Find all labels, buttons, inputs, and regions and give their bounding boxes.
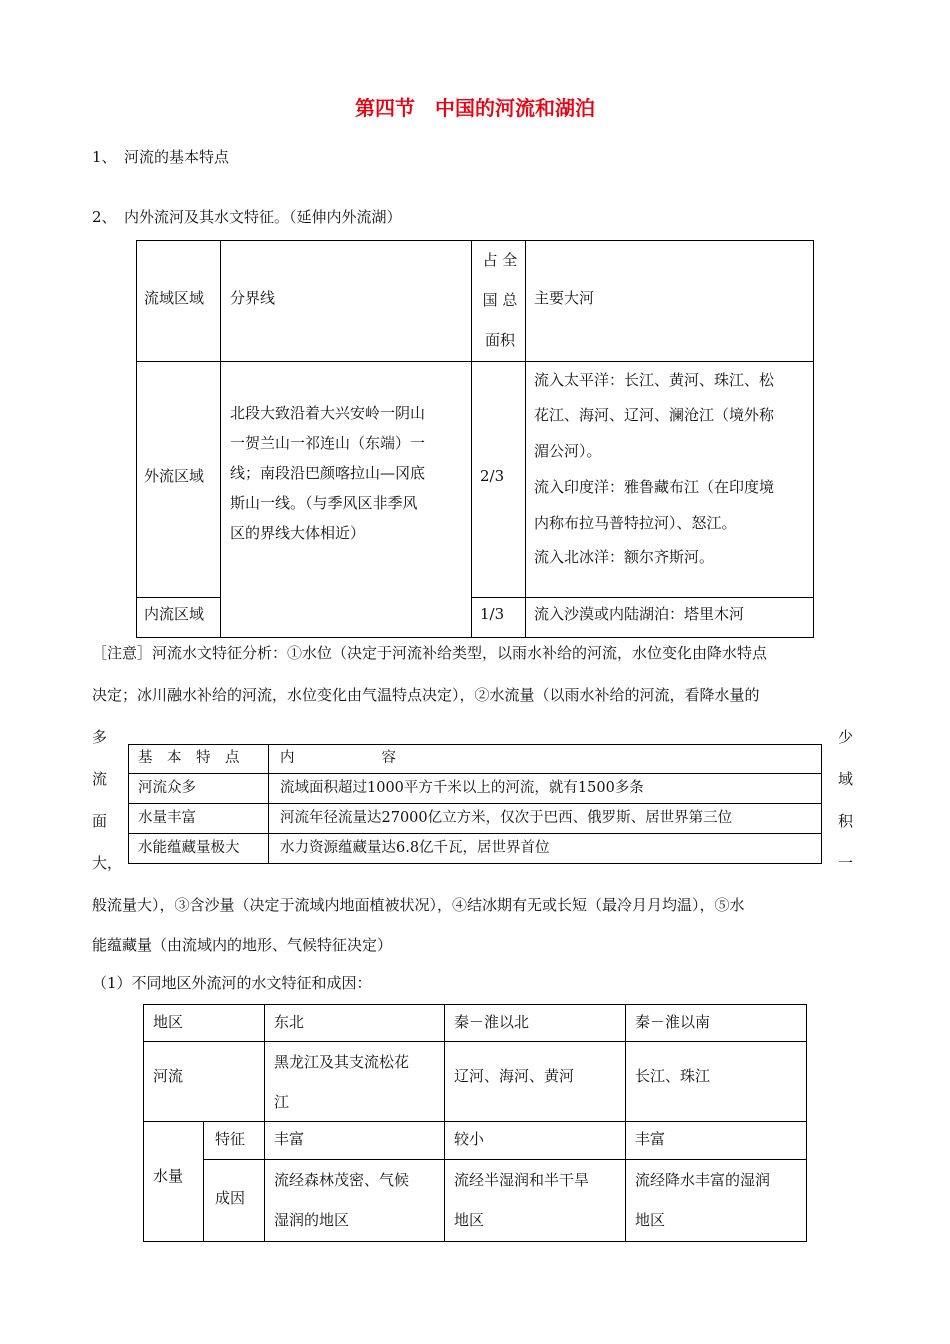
t3-rivers-north: 辽河、海河、黄河 [454,1067,575,1085]
boundary-line-4: 斯山一线。（与季风区非季风 [230,494,418,512]
t3-water-label: 水量 [153,1167,184,1185]
t2-header-feature: 基 本 特 点 [138,750,240,766]
note-line-2: 决定；冰川融水补给的河流，水位变化由气温特点决定），②水流量（以雨水补给的河流，看降水量的 [92,686,760,704]
t3-cause-northeast-line-2: 湿润的地区 [274,1211,350,1229]
side-left-1: 多 [92,728,108,746]
outflow-boundary [230,398,425,548]
t3-cause-north [454,1160,589,1240]
rivers-line-6: 流入北冰洋：额尔齐斯河。 [534,548,715,566]
t3-feature-label: 特征 [215,1130,246,1148]
t3-rivers-northeast-line-1: 黑龙江及其支流松花 [274,1053,410,1071]
t3-cause-south-line-1: 流经降水丰富的湿润 [635,1171,771,1189]
side-left-3: 面 [92,812,108,830]
th-boundary: 分界线 [230,289,276,307]
boundary-line-1: 北段大致沿着大兴安岭一阴山 [230,404,426,422]
outflow-rivers [534,365,774,575]
boundary-line-5: 区的界线大体相近） [230,524,366,542]
note-cont-line-1: 般流量大），③含沙量（决定于流域内地面植被状况），④结冰期有无或长短（最冷月月均温），⑤水 [92,896,745,914]
rivers-line-3: 湄公河）。 [534,442,602,460]
inflow-region: 内流区域 [144,605,205,623]
t3-cause-north-line-1: 流经半湿润和半干旱 [454,1171,590,1189]
subheading-1: （1）不同地区外流河的水文特征和成因： [92,974,372,992]
inflow-area: 1/3 [480,605,505,623]
outflow-region: 外流区域 [144,467,205,485]
th-area-line-2: 国 总 [482,291,518,309]
th-area [480,240,520,360]
t2-row-1-content: 流域面积超过1000平方千米以上的河流，就有1500多条 [280,780,644,796]
t3-cause-label: 成因 [215,1189,246,1207]
t3-feature-south: 丰富 [635,1130,666,1148]
th-area-line-3: 面积 [484,331,515,349]
page-title: 第四节 中国的河流和湖泊 [355,96,595,120]
t3-cause-south-line-2: 地区 [635,1211,666,1229]
boundary-line-2: 一贺兰山一祁连山（东端）一 [230,434,426,452]
side-right-2: 域 [838,770,854,788]
t3-header-region: 地区 [153,1013,184,1031]
table-drainage-areas [136,240,814,638]
th-region: 流域区域 [144,289,205,307]
t3-cause-north-line-2: 地区 [454,1211,485,1229]
inflow-rivers: 流入沙漠或内陆湖泊：塔里木河 [534,605,745,623]
t3-rivers-northeast [274,1042,409,1122]
t3-river-label: 河流 [153,1067,184,1085]
rivers-line-1: 流入太平洋：长江、黄河、珠江、松 [534,371,775,389]
note-cont-line-2: 能蕴藏量（由流域内的地形、气候特征决定） [92,936,393,954]
t3-header-north: 秦－淮以北 [454,1013,530,1031]
t3-header-south: 秦－淮以南 [635,1013,711,1031]
side-right-3: 积 [838,812,854,830]
side-right-4: 一 [838,854,854,872]
boundary-line-3: 线；南段沿巴颜喀拉山—冈底 [230,464,426,482]
t3-header-northeast: 东北 [274,1013,305,1031]
rivers-line-5: 内称布拉马普特拉河）、怒江。 [534,514,737,532]
t3-feature-northeast: 丰富 [274,1130,305,1148]
note-line-1: ［注意］河流水文特征分析：①水位（决定于河流补给类型，以雨水补给的河流，水位变化由降水特点 [92,644,768,662]
t3-feature-north: 较小 [454,1130,485,1148]
table-river-features [128,744,822,864]
outflow-area: 2/3 [480,467,505,485]
rivers-line-2: 花江、海河、辽河、澜沧江（境外称 [534,406,775,424]
item-2: 2、 内外流河及其水文特征。（延伸内外流湖） [92,208,402,226]
th-area-line-1: 占 全 [482,251,518,269]
t2-row-2-feature: 水量丰富 [138,810,196,826]
t2-row-3-feature: 水能蕴藏量极大 [138,840,240,856]
t3-rivers-south: 长江、珠江 [635,1067,711,1085]
t2-header-content: 内 容 [280,750,396,766]
t2-row-3-content: 水力资源蕴藏量达6.8亿千瓦，居世界首位 [280,840,550,856]
side-left-2: 流 [92,770,108,788]
t3-cause-south [635,1160,770,1240]
side-right-1: 少 [838,728,854,746]
t2-row-1-feature: 河流众多 [138,780,196,796]
t3-rivers-northeast-line-2: 江 [274,1093,290,1111]
t3-cause-northeast-line-1: 流经森林茂密、气候 [274,1171,410,1189]
rivers-line-4: 流入印度洋：雅鲁藏布江（在印度境 [534,478,775,496]
side-left-4: 大， [92,854,123,872]
item-1: 1、 河流的基本特点 [92,148,230,166]
t3-cause-northeast [274,1160,409,1240]
t2-row-2-content: 河流年径流量达27000亿立方米，仅次于巴西、俄罗斯、居世界第三位 [280,810,733,826]
th-rivers: 主要大河 [534,289,595,307]
table-outflow-rivers-by-region [143,1004,807,1242]
